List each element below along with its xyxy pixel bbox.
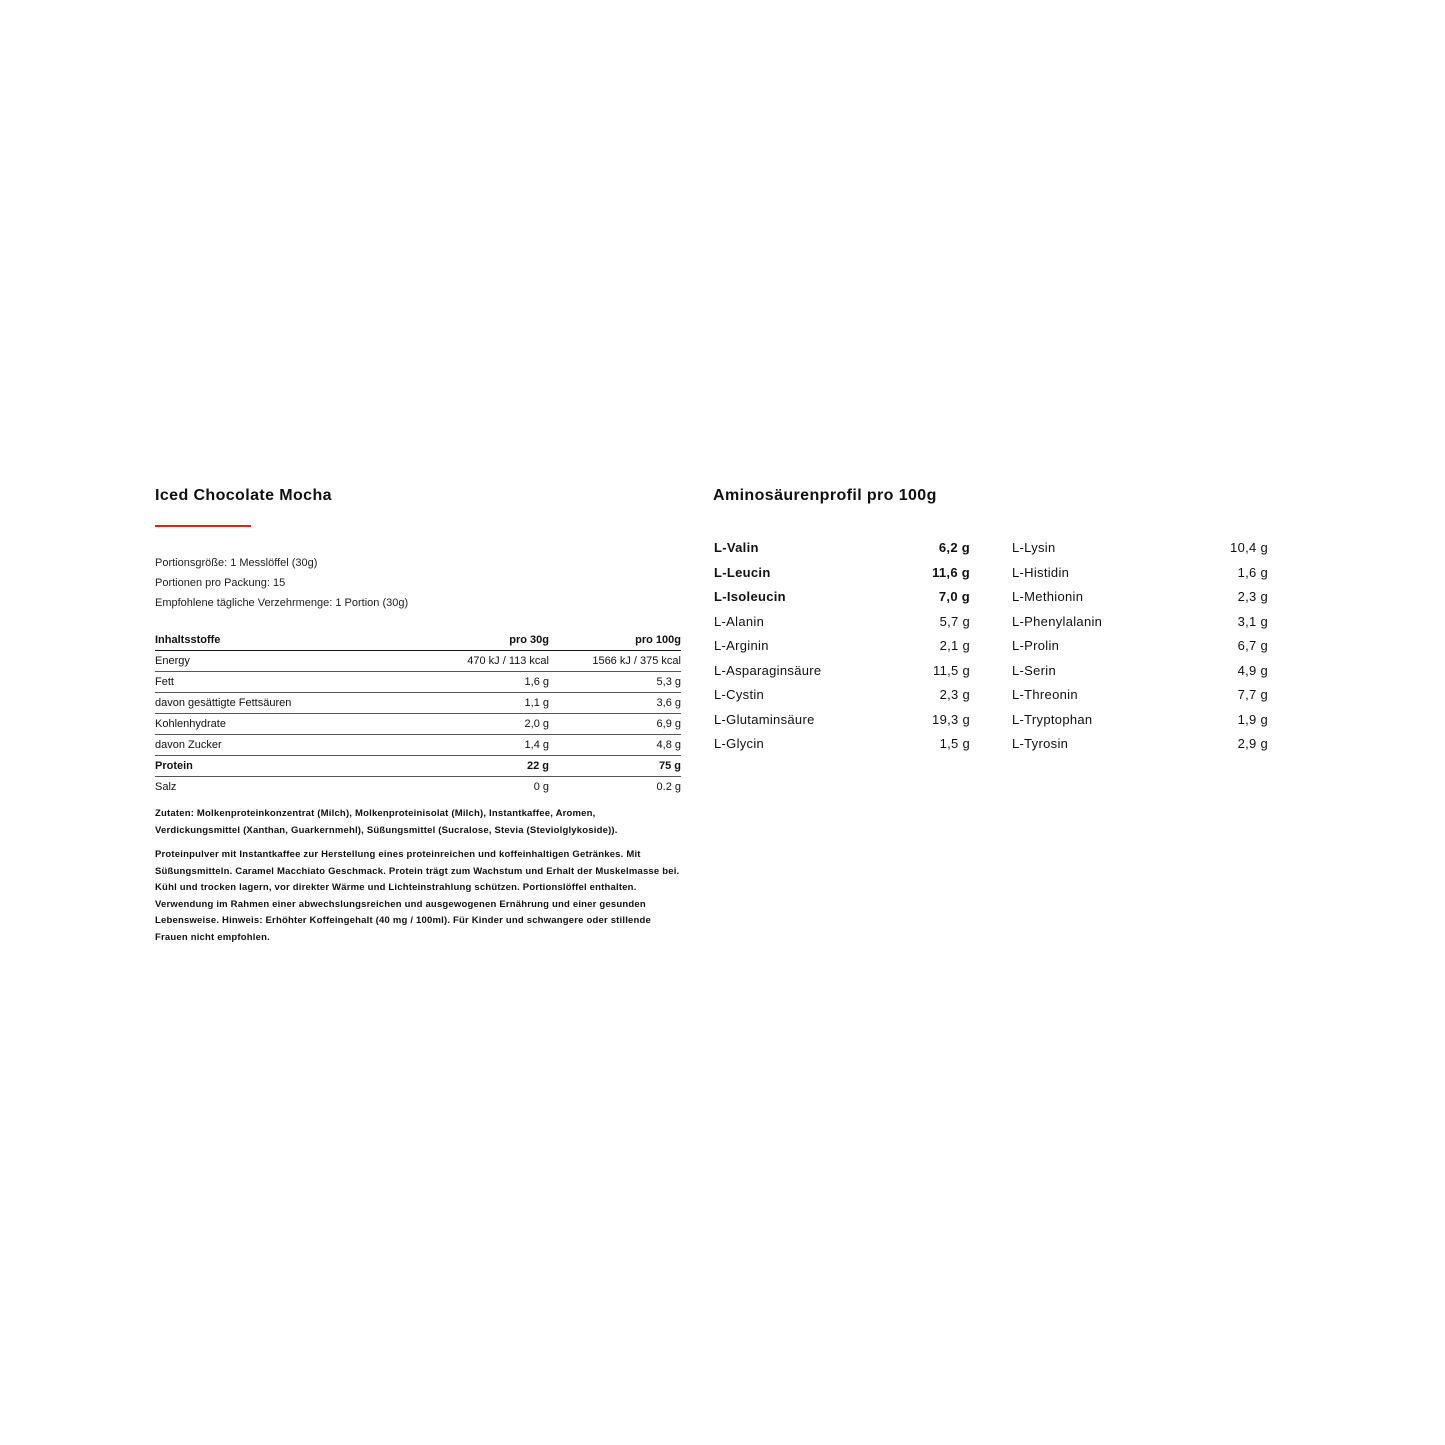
list-item [1012,610,1268,635]
list-item [714,585,970,610]
amino-value: 6,7 g [1237,638,1268,653]
nutrient-name: Salz [155,781,177,793]
amino-value: 1,6 g [1237,564,1268,580]
header-per-30g: pro 30g [420,630,549,651]
list-item [714,561,970,586]
nutrient-per-30g: 1,6 g [420,672,549,693]
list-item [714,659,970,684]
amino-value: 4,9 g [1237,662,1268,678]
list-item [1012,683,1268,708]
amino-value: 3,1 g [1237,613,1268,629]
nutrient-per-100g: 0.2 g [656,781,681,793]
nutrient-per-100g: 75 g [549,756,681,777]
amino-name: L-Lysin [1012,540,1056,555]
nutrient-name: Fett [155,672,420,693]
amino-value: 10,4 g [1230,540,1268,555]
nutrient-per-100g: 5,3 g [549,672,681,693]
amino-name: L-Serin [1012,662,1057,678]
amino-value: 11,6 g [932,564,970,580]
nutrient-per-30g: 1,4 g [420,735,549,756]
nutrient-per-100g: 6,9 g [549,714,681,735]
nutrition-table [155,630,681,797]
product-title: Iced Chocolate Mocha [155,487,332,504]
amino-value: 2,9 g [1237,736,1268,751]
table-row [155,735,681,756]
header-ingredients: Inhaltsstoffe [155,630,420,651]
list-item [1012,708,1268,733]
list-item [1012,536,1268,561]
nutrient-per-30g: 2,0 g [420,714,549,735]
amino-value: 2,3 g [939,687,970,702]
nutrient-per-100g: 3,6 g [549,693,681,714]
amino-name: L-Phenylalanin [1012,613,1103,629]
amino-panel [713,486,1273,751]
nutrient-per-100g: 1566 kJ / 375 kcal [549,651,681,672]
header-per-100g: pro 100g [549,630,681,651]
amino-value: 7,7 g [1237,687,1268,702]
list-item [714,732,970,757]
nutrient-name: Kohlenhydrate [155,714,420,735]
amino-value: 2,1 g [939,638,970,653]
nutrient-per-100g: 4,8 g [549,735,681,756]
amino-value: 1,5 g [939,736,970,751]
nutrient-per-30g: 1,1 g [420,693,549,714]
list-item [1012,585,1268,610]
amino-name: L-Leucin [714,564,771,580]
list-item [714,610,970,635]
amino-name: L-Glycin [714,736,765,751]
amino-value: 5,7 g [939,613,970,629]
table-row [155,777,681,798]
amino-value: 7,0 g [938,589,970,604]
nutrient-per-30g: 0 g [533,781,549,793]
table-row [155,651,681,672]
serving-size: Portionsgröße: 1 Messlöffel (30g) [155,557,318,569]
amino-name: L-Threonin [1012,687,1078,702]
list-item [714,536,970,561]
amino-name: L-Tyrosin [1012,736,1069,751]
list-item [714,683,970,708]
amino-name: L-Histidin [1012,564,1070,580]
nutrient-name: Protein [155,756,420,777]
nutrient-name: davon gesättigte Fettsäuren [155,693,420,714]
list-item [1012,561,1268,586]
amino-value: 11,5 g [933,662,970,678]
list-item [714,708,970,733]
amino-name: L-Cystin [714,687,765,702]
amino-value: 2,3 g [1237,589,1268,604]
table-row [155,714,681,735]
amino-name: L-Glutaminsäure [714,711,815,727]
amino-name: L-Isoleucin [714,589,786,604]
list-item [1012,732,1268,757]
nutrient-per-30g: 470 kJ / 113 kcal [420,651,549,672]
serving-info [155,553,408,613]
accent-divider [155,525,251,527]
table-row [155,672,681,693]
amino-title: Aminosäurenprofil pro 100g [713,487,937,504]
list-item [1012,659,1268,684]
amino-name: L-Asparaginsäure [714,662,822,678]
amino-value: 19,3 g [932,711,970,727]
table-row [155,756,681,777]
amino-name: L-Valin [714,540,759,555]
nutrient-name: Energy [155,651,420,672]
recommended-intake: Empfohlene tägliche Verzehrmenge: 1 Portion (30g) [155,597,409,609]
list-item [714,634,970,659]
table-row [155,693,681,714]
ingredients-text: Zutaten: Molkenproteinkonzentrat (Milch), Molkenproteinisolat (Milch), Instantkaffee, Aromen, Verdickungsmittel (Xanthan, Guarkernmehl), Süßungsmittel (Sucralose, Stevia (Steviolglykoside)). [155,808,618,836]
amino-list-left [714,536,970,757]
amino-list-right [1012,536,1268,757]
nutrient-name: davon Zucker [155,735,420,756]
amino-value: 1,9 g [1237,711,1268,727]
product-description: Proteinpulver mit Instantkaffee zur Herstellung eines proteinreichen und koffeinhaltigen Getränkes. Mit Süßungsmitteln. Caramel Macchiato Geschmack. Protein trägt zum Wachstum und Erhalt der Muskelmasse bei. Kühl und trocken lagern, vor direkter Wärme und Lichteinstrahlung schützen. Portionslöffel enthalten. Verwendung im Rahmen einer abwechslungsreichen und ausgewogenen Ernährung und einer gesunden Lebensweise. Hinweis: Erhöhter Koffeingehalt (40 mg / 100ml). Für Kinder und schwangere oder stillende Frauen nicht empfohlen. [155,849,680,943]
list-item [1012,634,1268,659]
amino-name: L-Tryptophan [1012,711,1093,727]
amino-name: L-Arginin [714,638,769,653]
nutrient-per-30g: 22 g [420,756,549,777]
amino-name: L-Alanin [714,613,765,629]
amino-name: L-Methionin [1012,589,1084,604]
amino-name: L-Prolin [1012,638,1060,653]
nutrition-panel [155,486,681,943]
amino-value: 6,2 g [938,540,970,555]
servings-per-pack: Portionen pro Packung: 15 [155,577,286,589]
nutrition-header-row [155,630,681,651]
